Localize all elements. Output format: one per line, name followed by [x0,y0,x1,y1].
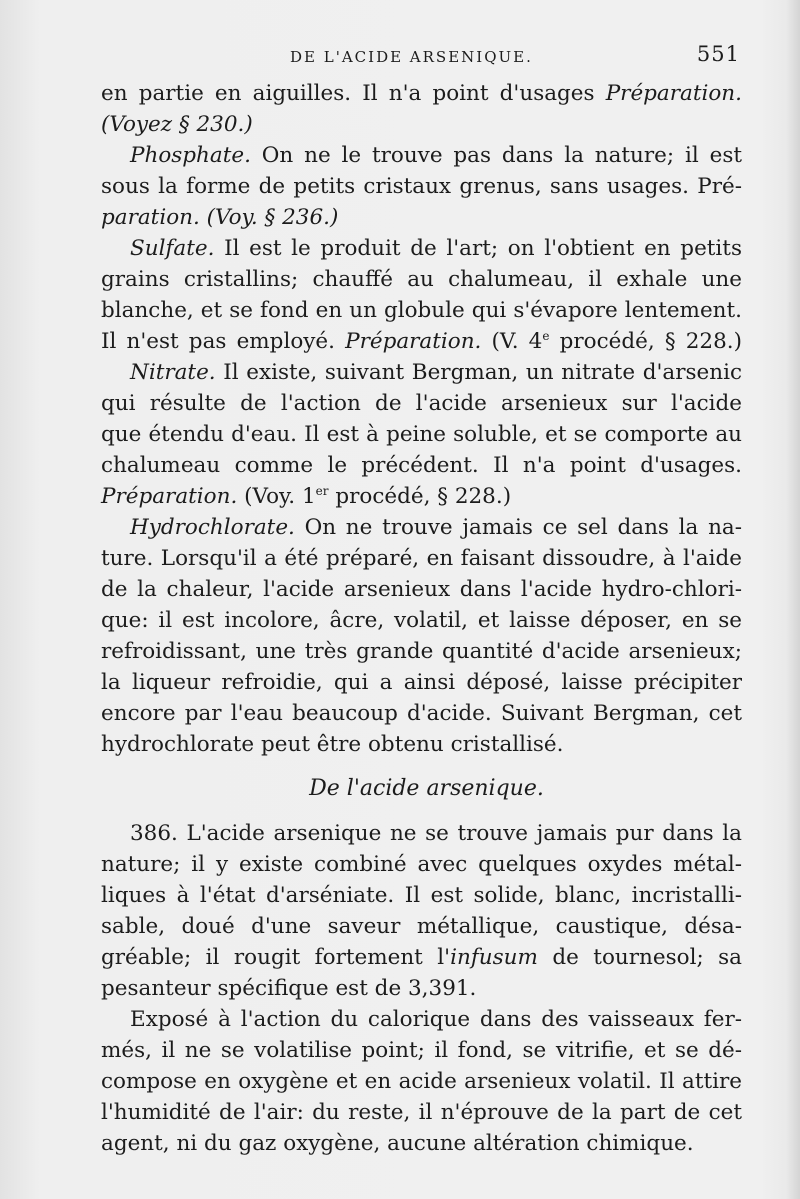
text-line: paration. (Voy. § 236.) [101,205,339,230]
running-head: DE L'ACIDE ARSENIQUE. [290,48,533,66]
text-line: la liqueur refroidie, qui a ainsi déposé, laisse précipiter [101,670,742,695]
page-edge-shadow [786,0,800,1199]
paragraph-expose: Exposé à l'action du calorique dans des vaisseaux fer- [130,1007,742,1032]
text-line: l'humidité de l'air: du reste, il n'éprouve de la part de cet [101,1100,742,1125]
text-line: en partie en aiguilles. Il n'a point d'usages Préparation. [101,81,742,106]
text-line: compose en oxygène et en acide arsenieux volatil. Il attire [101,1069,742,1094]
text-line: Préparation. (Voy. 1er procédé, § 228.) [101,483,512,509]
text-line: blanche, et se fond en un globule qui s'évapore lentement. [101,298,742,323]
body-text [101,78,742,1159]
text-line: chalumeau comme le précédent. Il n'a point d'usages. [101,453,742,478]
paragraph-hydrochlorate: Hydrochlorate. On ne trouve jamais ce sel dans la na- [130,515,742,540]
text-line: encore par l'eau beaucoup d'acide. Suivant Bergman, cet [101,701,742,726]
page-number: 551 [696,42,740,66]
paragraph-phosphate: Phosphate. On ne le trouve pas dans la nature; il est [130,143,742,168]
text-line: que étendu d'eau. Il est à peine soluble, et se comporte au [101,422,742,447]
paragraph-nitrate: Nitrate. Il existe, suivant Bergman, un nitrate d'arsenic [130,360,742,385]
text-line: pesanteur spécifique est de 3,391. [101,976,477,1001]
text-line: sable, doué d'une saveur métallique, caustique, désa- [101,914,742,939]
text-line: grains cristallins; chauffé au chalumeau, il exhale une [101,267,742,292]
text-line: ture. Lorsqu'il a été préparé, en faisant dissoudre, à l'aide [101,546,742,571]
text-line: nature; il y existe combiné avec quelques oxydes métal- [101,852,742,877]
text-line: liques à l'état d'arséniate. Il est solide, blanc, incristalli- [101,883,742,908]
paragraph-sulfate: Sulfate. Il est le produit de l'art; on l'obtient en petits [130,236,742,261]
page-header [100,42,740,72]
text-line: (Voyez § 230.) [101,112,253,137]
text-line: Il n'est pas employé. Préparation. (V. 4e procédé, § 228.) [101,328,742,354]
text-line: gréable; il rougit fortement l'infusum de tournesol; sa [101,945,742,970]
text-line: que: il est incolore, âcre, volatil, et laisse déposer, en se [101,608,742,633]
text-line: hydrochlorate peut être obtenu cristallisé. [101,732,564,757]
text-line: qui résulte de l'action de l'acide arsenieux sur l'acide [101,391,742,416]
text-line: sous la forme de petits cristaux grenus, sans usages. Pré- [101,174,742,199]
text-line: de la chaleur, l'acide arsenieux dans l'acide hydro-chlori- [101,577,742,602]
paragraph-386: 386. L'acide arsenique ne se trouve jamais pur dans la [130,821,742,846]
section-title: De l'acide arsenique. [309,776,544,801]
text-line: agent, ni du gaz oxygène, aucune altération chimique. [101,1131,694,1156]
text-line: més, il ne se volatilise point; il fond, se vitrifie, et se dé- [101,1038,742,1063]
text-line: refroidissant, une très grande quantité d'acide arsenieux; [101,639,742,664]
